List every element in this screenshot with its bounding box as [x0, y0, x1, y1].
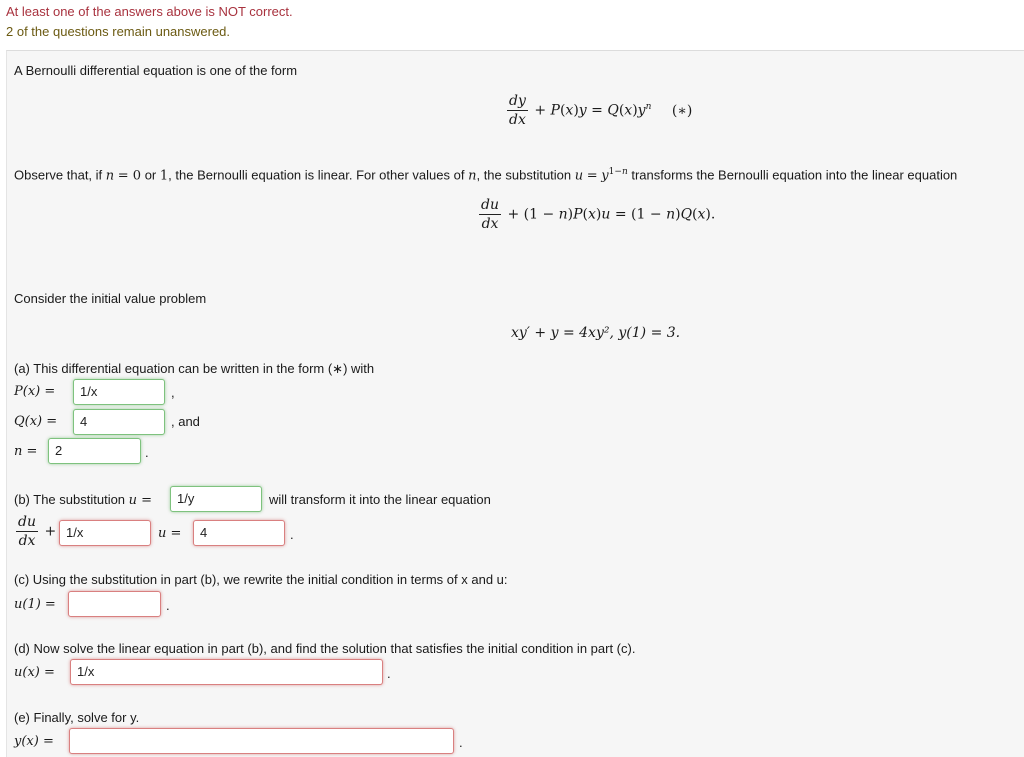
yx-label: y(x) =: [14, 734, 54, 749]
u-equals-label: u =: [158, 526, 182, 541]
u1-input[interactable]: [68, 591, 161, 617]
q-input[interactable]: 4: [73, 409, 165, 435]
bernoulli-equation: $\frac{dy}{dx}$ + $P(x)y = Q(x)y^n$ (∗): [509, 93, 693, 128]
intro-text: A Bernoulli differential equation is one of the form: [14, 63, 298, 78]
ux-label: u(x) =: [14, 665, 55, 680]
u1-label: u(1) =: [14, 597, 56, 612]
ux-input[interactable]: 1/x: [70, 659, 383, 685]
period-4: .: [387, 666, 391, 681]
part-c-text: (c) Using the substitution in part (b), we rewrite the initial condition in terms of x and u:: [14, 572, 508, 587]
consider-text: Consider the initial value problem: [14, 291, 207, 306]
p-label: P(x) =: [14, 384, 56, 399]
period-3: .: [166, 598, 170, 613]
linear-equation: $\frac{du}{dx}$ + (1 − n)P(x)u = (1 − n)Q(x).: [481, 197, 716, 232]
problem-card: [6, 50, 1024, 757]
part-b-after-text: will transform it into the linear equation: [269, 492, 491, 507]
p-input[interactable]: 1/x: [73, 379, 165, 405]
n-input[interactable]: 2: [48, 438, 141, 464]
period-2: .: [290, 527, 294, 542]
substitution-input[interactable]: 1/y: [170, 486, 262, 512]
observe-text: Observe that, if n = 0 or 1, the Bernoulli equation is linear. For other values of n, the substitution $u = y^{1-n}$ transforms the Bernoulli equation into the linear equation: [14, 167, 958, 184]
part-b-text: (b) The substitution u =: [14, 492, 153, 508]
yx-input[interactable]: [69, 728, 454, 754]
unanswered-message: 2 of the questions remain unanswered.: [6, 24, 231, 39]
du-dx-fraction: $\frac{du}{dx}$ +: [18, 514, 57, 549]
q-label: Q(x) =: [14, 414, 58, 429]
comma-1: ,: [171, 385, 175, 400]
and-text: , and: [171, 414, 200, 429]
part-e-text: (e) Finally, solve for y.: [14, 710, 140, 725]
part-d-text: (d) Now solve the linear equation in part (b), and find the solution that satisfies the initial condition in part (c).: [14, 641, 636, 656]
ivp-equation: xy′ + y = 4xy², y(1) = 3.: [511, 325, 681, 341]
period-1: .: [145, 445, 149, 460]
coefficient-input[interactable]: 1/x: [59, 520, 151, 546]
n-label: n =: [14, 444, 38, 459]
rhs-input[interactable]: 4: [193, 520, 285, 546]
part-a-text: (a) This differential equation can be written in the form (∗) with: [14, 361, 375, 376]
period-5: .: [459, 735, 463, 750]
star-label: (∗): [671, 102, 693, 119]
error-message: At least one of the answers above is NOT correct.: [6, 4, 293, 19]
